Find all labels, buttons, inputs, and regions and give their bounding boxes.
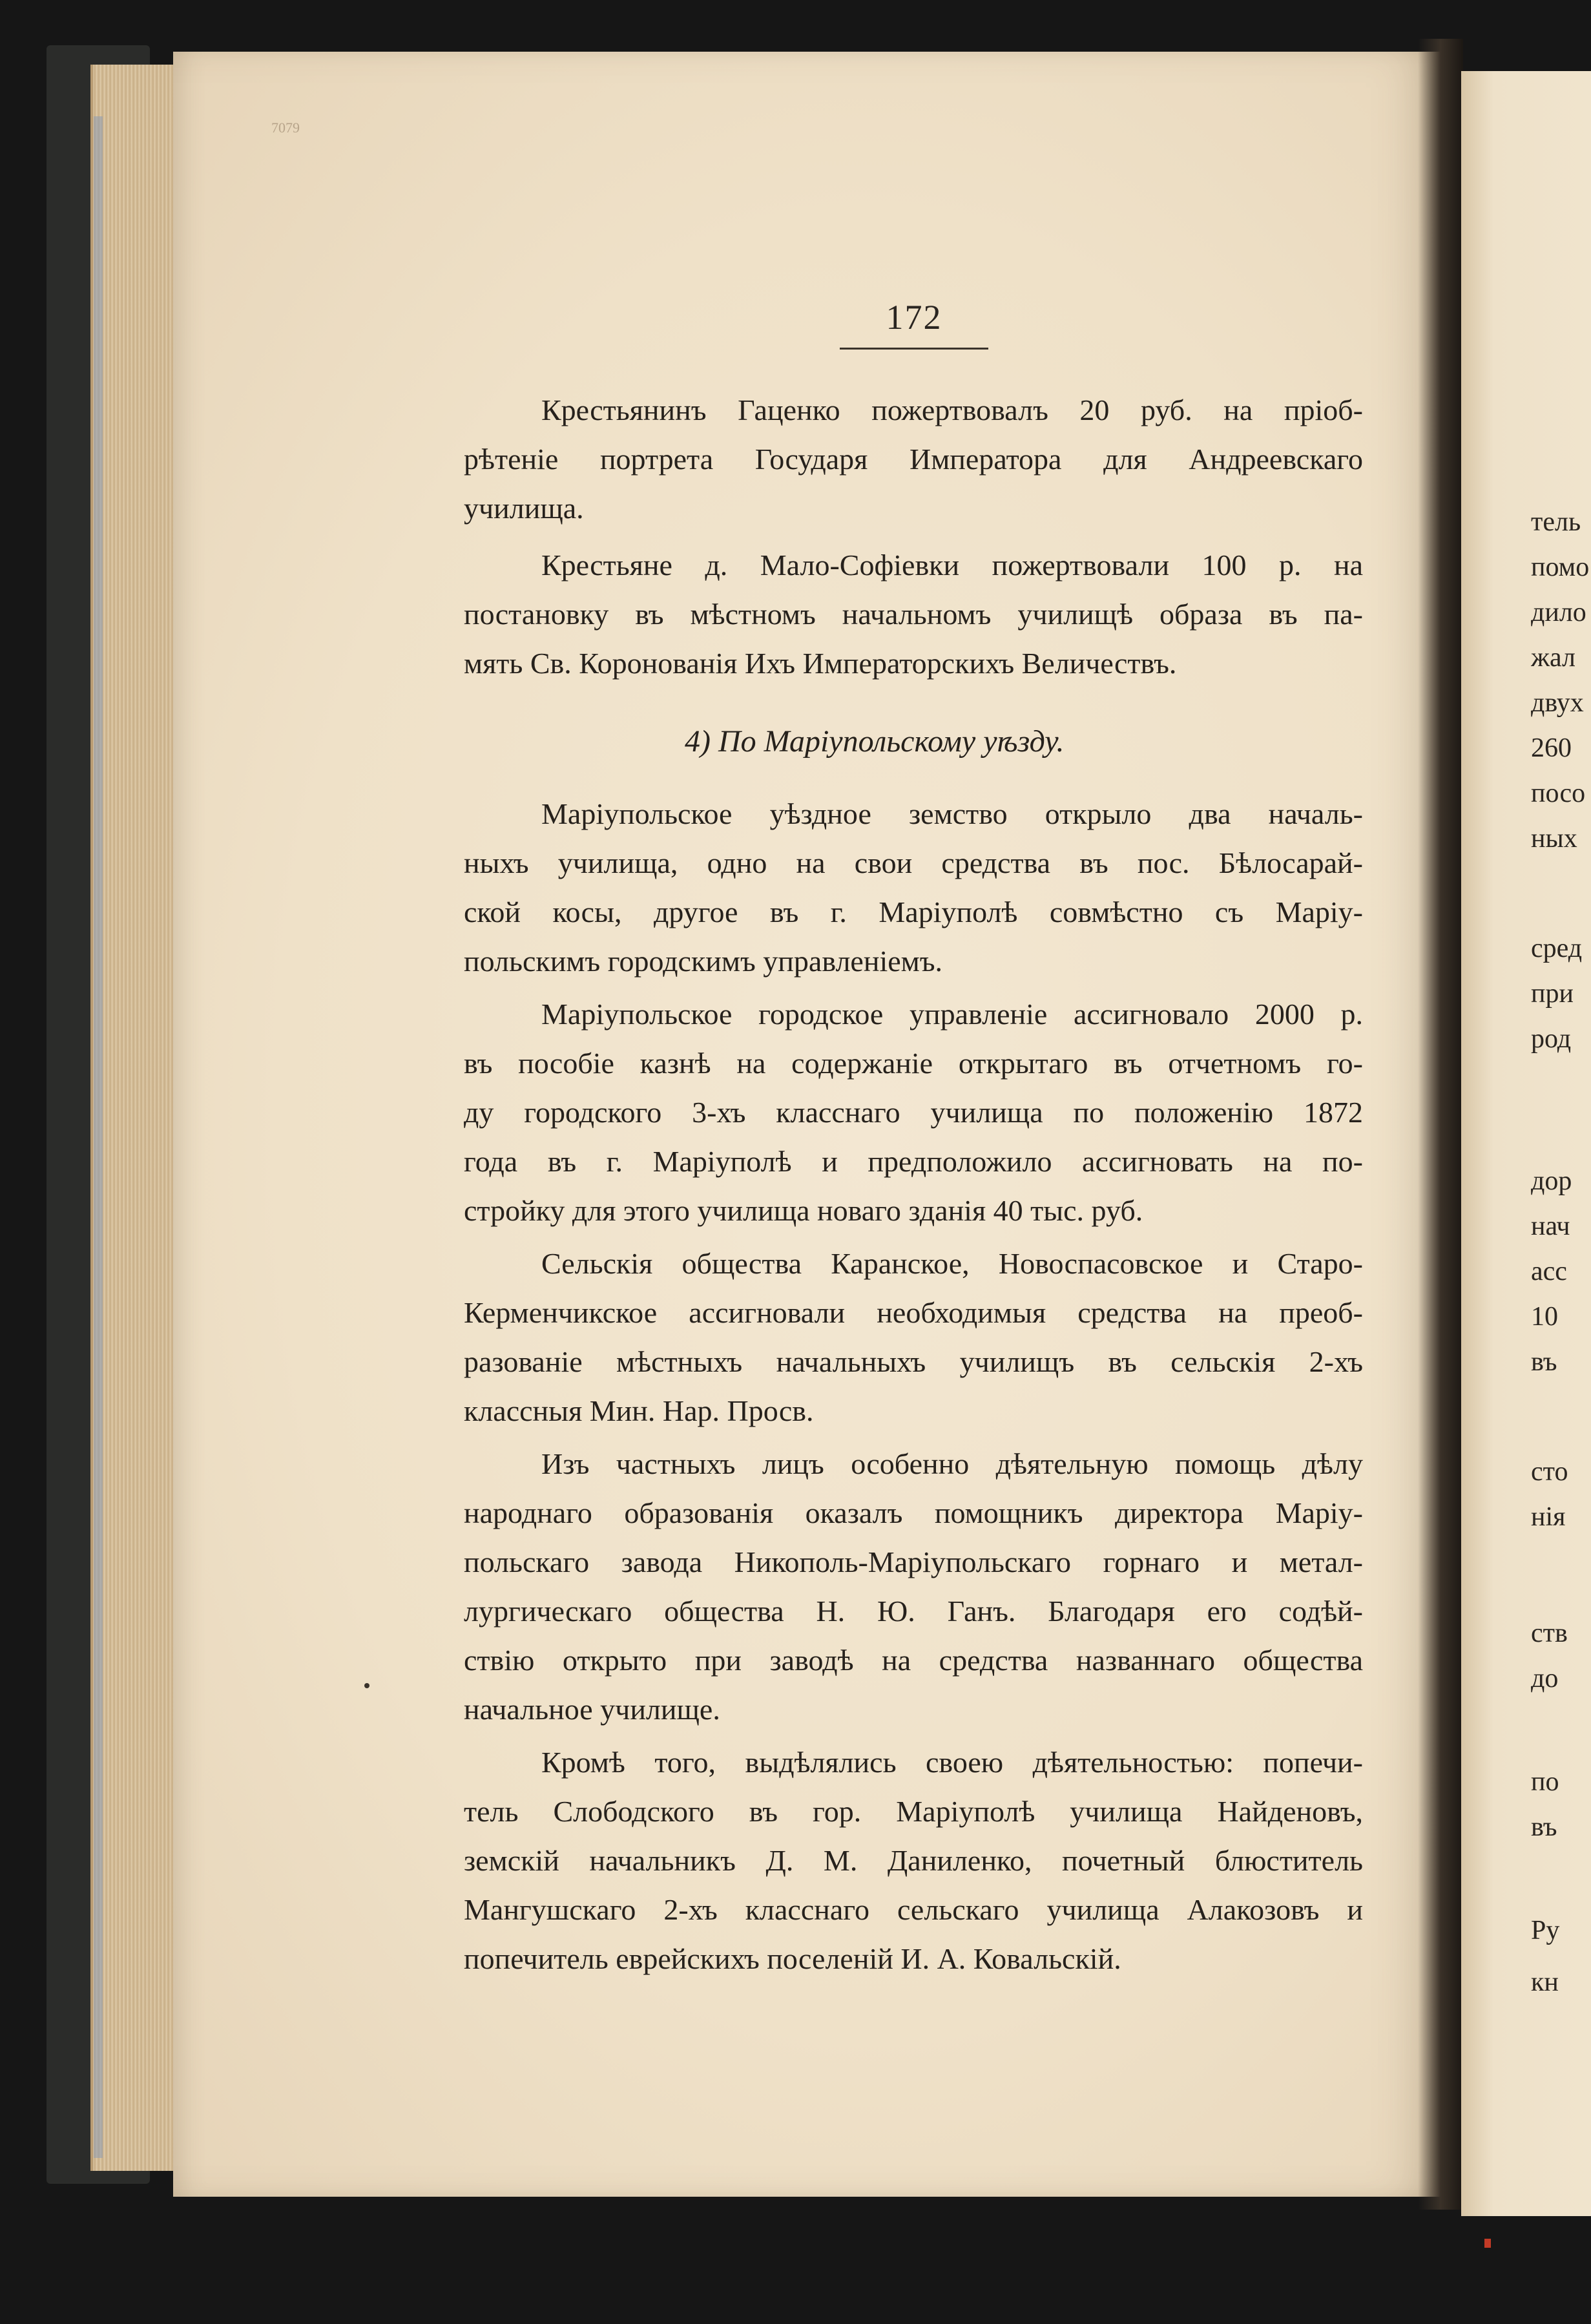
text-line: лургическаго общества Н. Ю. Ганъ. Благодаря его содѣй- [464, 1595, 1363, 1628]
right-page-fragment: нія [1531, 1502, 1566, 1532]
page-number: 172 [886, 298, 942, 337]
right-page-fragment: въ [1531, 1347, 1557, 1377]
book-gutter [1418, 39, 1463, 2210]
right-page-fragment: ств [1531, 1618, 1568, 1648]
right-page-fragment: жал [1531, 643, 1575, 673]
text-line: постановку въ мѣстномъ начальномъ училищѣ образа въ па- [464, 598, 1363, 631]
text-line: училища. [464, 492, 584, 525]
text-line: Мангушскаго 2-хъ класснаго сельскаго училища Алакозовъ и [464, 1893, 1363, 1926]
right-page-fragment: нач [1531, 1211, 1570, 1241]
page-number-rule [840, 348, 988, 350]
right-page-fragment: Ру [1531, 1916, 1560, 1945]
text-line: ныхъ училища, одно на свои средства въ пос. Бѣлосарай- [464, 846, 1363, 879]
text-line: мять Св. Коронованія Ихъ Императорскихъ Величествъ. [464, 647, 1177, 680]
ink-speck [364, 1683, 369, 1688]
right-page-fragment: по [1531, 1767, 1559, 1797]
text-line: классныя Мин. Нар. Просв. [464, 1394, 814, 1427]
right-page-fragment: до [1531, 1664, 1559, 1693]
right-page-fragment: сто [1531, 1457, 1568, 1487]
library-stamp: 7079 [271, 120, 300, 136]
right-page-fragment: 10 [1531, 1302, 1558, 1332]
right-page-fragment: двух [1531, 688, 1584, 718]
text-line: рѣтеніе портрета Государя Императора для Андреевскаго [464, 443, 1363, 476]
text-line: народнаго образованія оказалъ помощникъ директора Маріу- [464, 1496, 1363, 1529]
text-line: тель Слободского въ гор. Маріуполѣ училища Найденовъ, [464, 1795, 1363, 1828]
text-line: Маріупольское городское управленіе ассигновало 2000 р. [541, 998, 1363, 1031]
right-page-fragment: род [1531, 1024, 1572, 1054]
text-line: ствію открыто при заводѣ на средства названнаго общества [464, 1644, 1363, 1677]
right-page-fragment: ных [1531, 824, 1577, 853]
right-page-fragment: дило [1531, 598, 1586, 627]
right-page-fragment: въ [1531, 1812, 1557, 1842]
text-line: польскаго завода Никополь-Маріупольскаго горнаго и метал- [464, 1545, 1363, 1578]
text-line: Сельскія общества Каранское, Новоспасовское и Старо- [541, 1247, 1363, 1280]
text-line: ской косы, другое въ г. Маріуполѣ совмѣстно съ Маріу- [464, 895, 1363, 928]
text-line: Маріупольское уѣздное земство открыло два началь- [541, 797, 1363, 830]
text-line: въ пособіе казнѣ на содержаніе открытаго въ отчетномъ го- [464, 1047, 1363, 1080]
right-page-fragment: посо [1531, 779, 1586, 808]
binding-strip [94, 116, 103, 2158]
right-page-fragment: сред [1531, 934, 1583, 963]
right-page-fragment: 260 [1531, 733, 1572, 763]
right-page-fragment: помо [1531, 552, 1590, 582]
text-line: Крестьянинъ Гаценко пожертвовалъ 20 руб. на пріоб- [541, 393, 1363, 426]
text-line: Кромѣ того, выдѣлялись своею дѣятельностью: попечи- [541, 1746, 1363, 1779]
right-page-fragment: при [1531, 979, 1574, 1009]
text-line: Крестьяне д. Мало-Софіевки пожертвовали 100 р. на [541, 549, 1363, 581]
section-heading: 4) По Маріупольскому уѣзду. [685, 724, 1065, 759]
right-page [1461, 71, 1591, 2216]
text-line: стройку для этого училища новаго зданія 40 тыс. руб. [464, 1194, 1143, 1227]
right-page-fragment: тель [1531, 507, 1581, 537]
text-line: Керменчикское ассигновали необходимыя средства на преоб- [464, 1296, 1363, 1329]
right-page-fragment: дор [1531, 1166, 1572, 1196]
text-line: года въ г. Маріуполѣ и предположило ассигновать на по- [464, 1145, 1363, 1178]
right-page-fragment: асс [1531, 1257, 1567, 1286]
right-page-fragment: кн [1531, 1967, 1559, 1997]
text-line: ду городского 3-хъ класснаго училища по положенію 1872 [464, 1096, 1363, 1129]
text-line: Изъ частныхъ лицъ особенно дѣятельную помощь дѣлу [541, 1447, 1363, 1480]
text-line: земскій начальникъ Д. М. Даниленко, почетный блюститель [464, 1844, 1363, 1877]
text-line: попечитель еврейскихъ поселеній И. А. Ковальскій. [464, 1942, 1121, 1975]
text-line: начальное училище. [464, 1693, 720, 1726]
red-mark [1484, 2239, 1491, 2248]
text-line: разованіе мѣстныхъ начальныхъ училищъ въ сельскія 2-хъ [464, 1345, 1363, 1378]
text-line: польскимъ городскимъ управленіемъ. [464, 945, 943, 978]
